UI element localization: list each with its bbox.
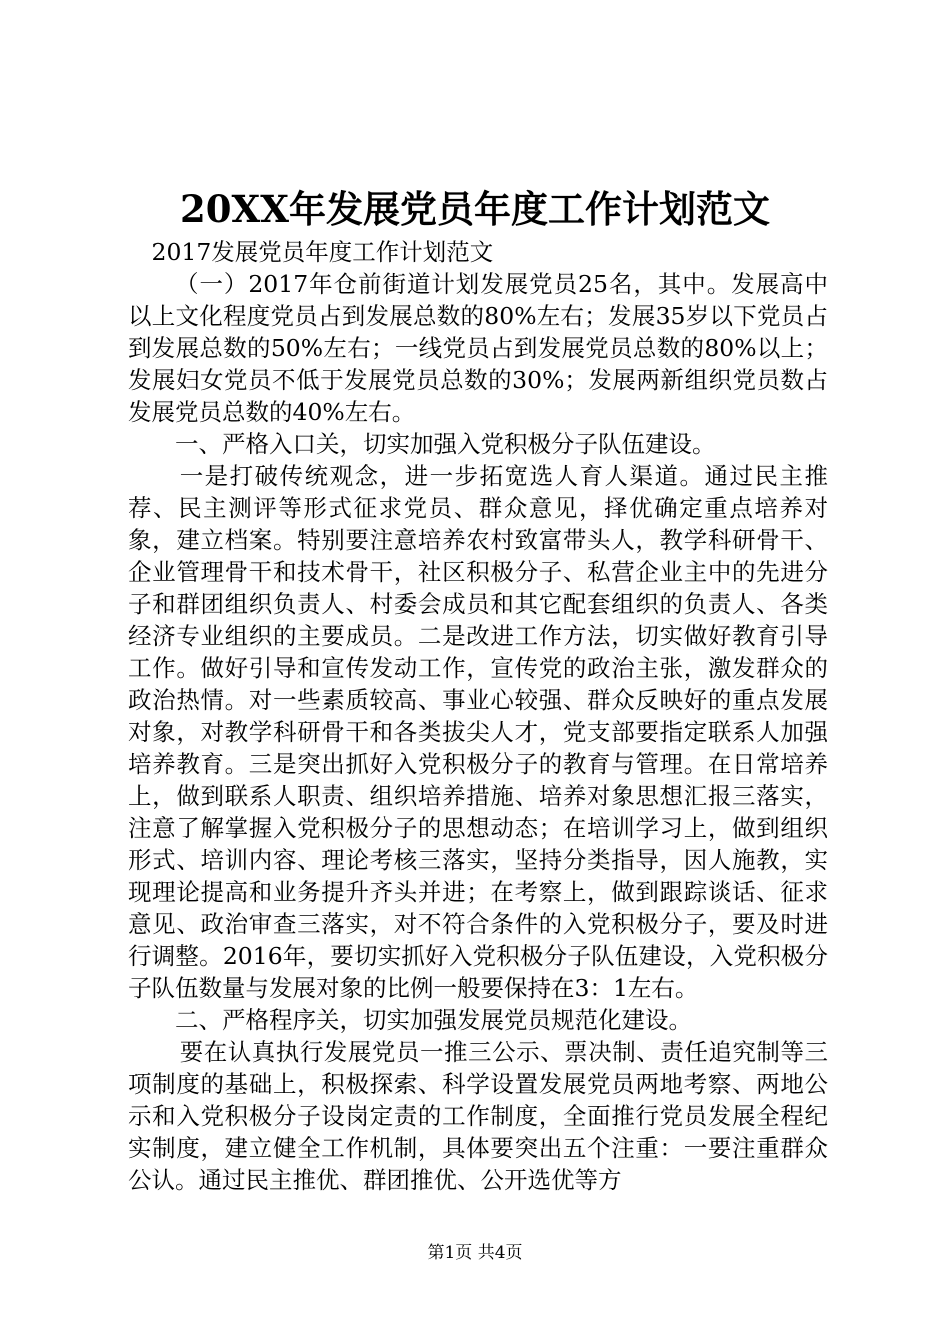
document-body xyxy=(128,236,828,1196)
paragraph-section-2: 要在认真执行发展党员一推三公示、票决制、责任追究制等三项制度的基础上，积极探索、科学设置发展党员两地考察、两地公示和入党积极分子设岗定责的工作制度，全面推行党员发展全程纪实制度，建立健全工作机制，具体要突出五个注重：一要注重群众公认。通过民主推优、群团推优、公开选优等方 xyxy=(128,1038,828,1194)
paragraph-subtitle: 2017发展党员年度工作计划范文 xyxy=(151,238,494,266)
paragraph-section-1: 一是打破传统观念，进一步拓宽选人育人渠道。通过民主推荐、民主测评等形式征求党员、群众意见，择优确定重点培养对象，建立档案。特别要注意培养农村致富带头人，教学科研骨干、企业管理骨干和技术骨干，社区积极分子、私营企业主中的先进分子和群团组织负责人、村委会成员和其它配套组织的负责人、各类经济专业组织的主要成员。二是改进工作方法，切实做好教育引导工作。做好引导和宣传发动工作，宣传党的政治主张，激发群众的政治热情。对一些素质较高、事业心较强、群众反映好的重点发展对象，对教学科研骨干和各类拔尖人才，党支部要指定联系人加强培养教育。三是突出抓好入党积极分子的教育与管理。在日常培养上，做到联系人职责、组织培养措施、培养对象思想汇报三落实，注意了解掌握入党积极分子的思想动态；在培训学习上，做到组织形式、培训内容、理论考核三落实，坚持分类指导，因人施教，实现理论提高和业务提升齐头并进；在考察上，做到跟踪谈话、征求意见、政治审查三落实，对不符合条件的入党积极分子，要及时进行调整。2016年，要切实抓好入党积极分子队伍建设，入党积极分子队伍数量与发展对象的比例一般要保持在3：1左右。 xyxy=(128,462,828,1002)
section-heading-1: 一、严格入口关，切实加强入党积极分子队伍建设。 xyxy=(175,430,716,458)
section-heading-2: 二、严格程序关，切实加强发展党员规范化建设。 xyxy=(175,1006,692,1034)
page-number-footer: 第1页 共4页 xyxy=(427,1243,523,1263)
document-title: 20XX年发展党员年度工作计划范文 xyxy=(180,187,770,231)
paragraph-goals: （一）2017年仓前街道计划发展党员25名，其中。发展高中以上文化程度党员占到发展总数的80%左右；发展35岁以下党员占到发展总数的50%左右；一线党员占到发展党员总数的80%以上；发展妇女党员不低于发展党员总数的30%；发展两新组织党员数占发展党员总数的40%左右。 xyxy=(128,270,828,426)
